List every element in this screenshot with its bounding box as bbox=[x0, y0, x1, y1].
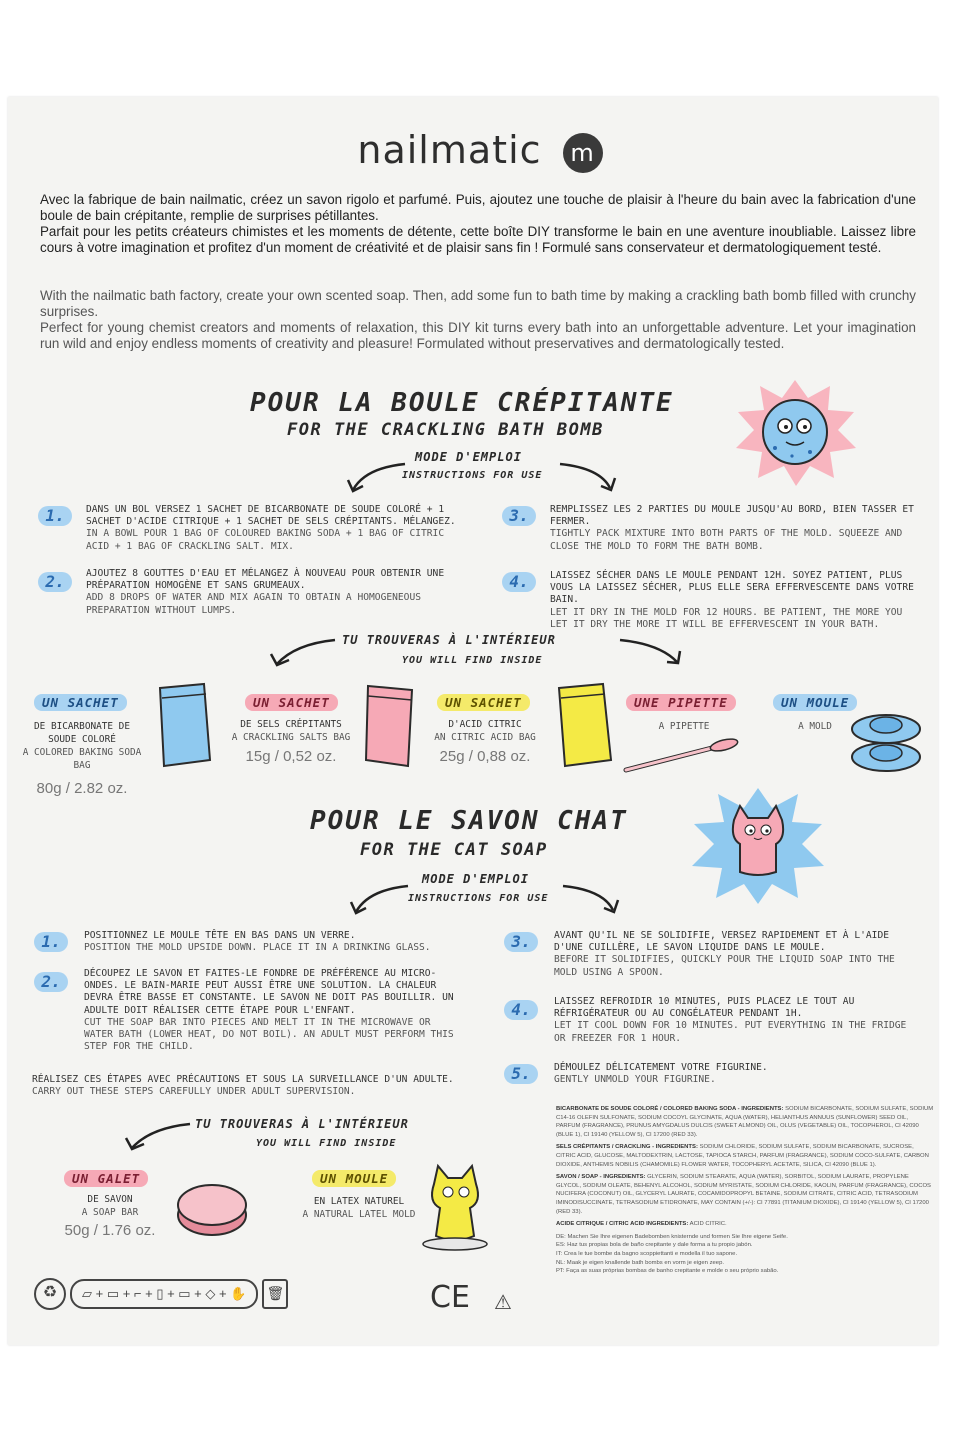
ingredients-baking-soda-text: SODIUM BICARBONATE, SODIUM SULFATE, SODIUM C14-16 OLEFIN SULFONATE, SODIUM COCOYL GLYCINATE, AQUA (WATER), HELIANTHUS ANNUUS (SUNFLOWER) SEED OIL, PARFUM (FRAGRANCE), PRUNUS AMYGDALUS DULCIS (SWEET ALMOND) OIL, OLUS (VEGETABLE) OIL, TOCOPHEROL, CI 42090 (BLUE 1), CI 19140 (YELLOW 5), CI 17200 (RED 33). bbox=[556, 1106, 934, 1138]
translations-block bbox=[556, 1233, 934, 1276]
translation-pt: PT: Faça as suas próprias bombas de banho crepitante e molde o seu próprio sabão. bbox=[556, 1268, 779, 1275]
soap-step-4-fr: LAISSEZ REFROIDIR 10 MINUTES, PUIS PLACEZ LE TOUT AU RÉFRIGÉRATEUR OU AU CONGÉLATEUR PENDANT 1H. bbox=[554, 996, 855, 1020]
footer-symbols bbox=[34, 1278, 288, 1310]
brand-header bbox=[0, 128, 960, 173]
bomb-step-3-en: TIGHTLY PACK MIXTURE INTO BOTH PARTS OF THE MOLD. SQUEEZE AND CLOSE THE MOLD TO FORM THE BATH BOMB. bbox=[550, 528, 903, 552]
bomb-inside-arrows-icon bbox=[265, 630, 690, 672]
soap-step-3-fr: AVANT QU'IL NE SE SOLIDIFIE, VERSEZ RAPIDEMENT ET À L'AIDE D'UNE CUILLÈRE, LE SAVON LIQUIDE DANS LE MOULE. bbox=[554, 930, 890, 954]
item-citric-acid-desc bbox=[420, 718, 550, 744]
soap-mode-fr: MODE D'EMPLOI bbox=[422, 872, 529, 886]
ingredients-crackling-label: SELS CRÉPITANTS / CRACKLING - INGREDIENTS: bbox=[556, 1144, 698, 1151]
translation-es: ES: Haz tus propias bola de baño crepitante y dale forma a tu propio jabón. bbox=[556, 1242, 753, 1249]
item-crackling-salts-en: A CRACKLING SALTS BAG bbox=[231, 732, 351, 743]
soap-mode-en: INSTRUCTIONS FOR USE bbox=[408, 893, 549, 904]
item-citric-acid-en: AN CITRIC ACID BAG bbox=[434, 732, 536, 743]
item-pipette-en: A PIPETTE bbox=[658, 721, 710, 732]
bath-bomb-mold-icon bbox=[846, 705, 926, 780]
ingredients-citric-label: ACIDE CITRIQUE / CITRIC ACID INGREDIENTS: bbox=[556, 1221, 689, 1228]
bomb-step-2-en: ADD 8 DROPS OF WATER AND MIX AGAIN TO OBTAIN A HOMOGENEOUS PREPARATION WITHOUT LUMPS. bbox=[86, 592, 422, 616]
item-crackling-salts-weight: 15g / 0,52 oz. bbox=[245, 748, 337, 765]
item-crackling-salts-fr: DE SELS CRÉPITANTS bbox=[240, 719, 342, 730]
item-citric-acid-fr: D'ACID CITRIC bbox=[448, 719, 522, 730]
ingredients-citric bbox=[556, 1220, 934, 1229]
soap-inside-arrow-icon bbox=[118, 1114, 198, 1158]
soap-inside-en: YOU WILL FIND INSIDE bbox=[256, 1138, 397, 1149]
soap-step-4 bbox=[554, 996, 914, 1045]
bomb-step-1-fr: DANS UN BOL VERSEZ 1 SACHET DE BICARBONATE DE SOUDE COLORÉ + 1 SACHET D'ACIDE CITRIQUE + 1 SACHET DE SELS CRÉPITANTS. MÉLANGEZ. bbox=[86, 504, 456, 528]
soap-step-2 bbox=[84, 968, 464, 1053]
bomb-mode-arrows-icon bbox=[345, 458, 635, 498]
bomb-step-3-fr: REMPLISSEZ LES 2 PARTIES DU MOULE JUSQU'AU BORD, BIEN TASSER ET FERMER. bbox=[550, 504, 914, 528]
pipette-icon bbox=[620, 738, 760, 778]
bomb-title-en: FOR THE CRACKLING BATH BOMB bbox=[287, 420, 604, 440]
intro-en-p2: Perfect for young chemist creators and moments of relaxation, this DIY kit turns every bath into an unforgettable adventure. Let your imagination run wild and enjoy endless moments of creativity and pleasure! Formulated without preservatives and dermatologically tested. bbox=[40, 320, 916, 351]
bomb-step-1-badge: 1. bbox=[38, 506, 72, 526]
bomb-step-4 bbox=[550, 570, 920, 631]
soap-step-1-en: POSITION THE MOLD UPSIDE DOWN. PLACE IT IN A DRINKING GLASS. bbox=[84, 942, 431, 954]
item-mold-en: A MOLD bbox=[798, 721, 832, 732]
intro-french bbox=[40, 192, 916, 256]
item-soap-bar-tag: UN GALET bbox=[64, 1170, 148, 1187]
soap-step-1-badge: 1. bbox=[34, 932, 68, 952]
ce-mark: CE bbox=[430, 1280, 470, 1315]
bomb-mode-en: INSTRUCTIONS FOR USE bbox=[402, 470, 543, 481]
bomb-step-3-badge: 3. bbox=[502, 506, 536, 526]
bomb-step-1-en: IN A BOWL POUR 1 BAG OF COLOURED BAKING SODA + 1 BAG OF CITRIC ACID + 1 BAG OF CRACKLING SALT. MIX. bbox=[86, 528, 445, 552]
bomb-inside-fr: TU TROUVERAS À L'INTÉRIEUR bbox=[342, 633, 556, 647]
item-pipette-tag: UNE PIPETTE bbox=[626, 694, 736, 711]
item-baking-soda-fr: DE BICARBONATE DE SOUDE COLORÉ bbox=[34, 721, 130, 745]
soap-step-4-en: LET IT COOL DOWN FOR 10 MINUTES. PUT EVERYTHING IN THE FRIDGE OR FREEZER FOR 1 HOUR. bbox=[554, 1020, 907, 1044]
soap-warning-fr: RÉALISEZ CES ÉTAPES AVEC PRÉCAUTIONS ET SOUS LA SURVEILLANCE D'UN ADULTE. bbox=[32, 1074, 454, 1085]
recycling-pictogram-icon: ▱ + ▭ + ⌐ + ▯ + ▭ + ◇ + ✋ bbox=[70, 1279, 258, 1309]
soap-step-2-badge: 2. bbox=[34, 972, 68, 992]
soap-step-5 bbox=[554, 1062, 914, 1086]
item-soap-bar-en: A SOAP BAR bbox=[81, 1207, 139, 1218]
bomb-step-2-badge: 2. bbox=[38, 572, 72, 592]
item-baking-soda-tag: UN SACHET bbox=[34, 694, 127, 711]
ingredients-baking-soda-label: BICARBONATE DE SOUDE COLORÉ / COLORED BAKING SODA - INGREDIENTS: bbox=[556, 1106, 784, 1112]
soap-inside-fr: TU TROUVERAS À L'INTÉRIEUR bbox=[195, 1117, 409, 1131]
item-crackling-salts-desc bbox=[226, 718, 356, 744]
soap-step-5-badge: 5. bbox=[504, 1064, 538, 1084]
soap-step-1-fr: POSITIONNEZ LE MOULE TÊTE EN BAS DANS UN VERRE. bbox=[84, 930, 356, 941]
item-soap-bar-desc bbox=[50, 1193, 170, 1219]
pink-bag-icon bbox=[362, 680, 424, 770]
soap-bar-icon bbox=[172, 1175, 252, 1240]
bomb-step-2 bbox=[86, 568, 466, 617]
soap-step-2-en: CUT THE SOAP BAR INTO PIECES AND MELT IT IN THE MICROWAVE OR WATER BATH (LOWER HEAT, DO NOT BOIL). AN ADULT MUST PERFORM THIS STEP FOR THE CHILD. bbox=[84, 1016, 454, 1053]
item-latex-mold-fr: EN LATEX NATUREL bbox=[313, 1196, 405, 1207]
ingredients-crackling bbox=[556, 1143, 934, 1169]
bomb-mode-fr: MODE D'EMPLOI bbox=[415, 450, 522, 464]
bomb-step-4-en: LET IT DRY IN THE MOLD FOR 12 HOURS. BE PATIENT, THE MORE YOU LET IT DRY THE MORE IT WILL BE EFFERVESCENT IN YOUR BATH. bbox=[550, 606, 903, 630]
bomb-title-fr: POUR LA BOULE CRÉPITANTE bbox=[250, 388, 674, 418]
cat-mold-icon bbox=[420, 1160, 490, 1254]
translation-it: IT: Crea le tue bombe da bagno scoppiettanti e modella il tuo sapone. bbox=[556, 1250, 738, 1257]
item-baking-soda-desc bbox=[20, 720, 144, 772]
bomb-step-3 bbox=[550, 504, 920, 553]
item-latex-mold-en: A NATURAL LATEL MOLD bbox=[302, 1209, 416, 1220]
soap-warning-en: CARRY OUT THESE STEPS CAREFULLY UNDER ADULT SUPERVISION. bbox=[32, 1086, 356, 1098]
ingredients-block bbox=[556, 1105, 934, 1276]
bomb-step-1 bbox=[86, 504, 466, 553]
ingredients-soap bbox=[556, 1173, 934, 1216]
item-pipette-desc bbox=[626, 720, 742, 733]
intro-fr-p2: Parfait pour les petits créateurs chimistes et les moments de détente, cette boîte DIY transforme le bain en une aventure inoubliable. Laissez libre cours à votre imagination et profitez d'un moment de créativité et de plaisir sans fin ! Formulé sans conservateur et dermatologiquement testé. bbox=[40, 224, 916, 255]
bomb-step-2-fr: AJOUTEZ 8 GOUTTES D'EAU ET MÉLANGEZ À NOUVEAU POUR OBTENIR UNE PRÉPARATION HOMOGÈNE ET SANS GRUMEAUX. bbox=[86, 568, 445, 592]
soap-step-5-en: GENTLY UNMOLD YOUR FIGURINE. bbox=[554, 1074, 716, 1086]
soap-step-3 bbox=[554, 930, 914, 979]
ingredients-baking-soda bbox=[556, 1105, 934, 1139]
item-latex-mold-tag: UN MOULE bbox=[312, 1170, 396, 1187]
bomb-step-4-badge: 4. bbox=[502, 572, 536, 592]
item-citric-acid-weight: 25g / 0,88 oz. bbox=[439, 748, 531, 765]
yellow-bag-icon bbox=[553, 680, 617, 770]
item-latex-mold-desc bbox=[296, 1195, 422, 1221]
item-mold-tag: UN MOULE bbox=[773, 694, 857, 711]
ingredients-citric-text: ACID CITRIC. bbox=[689, 1221, 727, 1228]
soap-title-en: FOR THE CAT SOAP bbox=[360, 840, 548, 860]
soap-step-2-fr: DÉCOUPEZ LE SAVON ET FAITES-LE FONDRE DE PRÉFÉRENCE AU MICRO-ONDES. LE BAIN-MARIE PEUT AUSSI ÊTRE UNE SOLUTION. LA CHALEUR DEVRA ÊTRE BASSE ET CONSTANTE. LE SAVON NE DOIT PAS BOUILLIR. UN ADULTE DOIT RÉALISER CETTE ÉTAPE POUR L'ENFANT. bbox=[84, 968, 454, 1016]
soap-step-1 bbox=[84, 930, 464, 954]
item-crackling-salts-tag: UN SACHET bbox=[245, 694, 338, 711]
bomb-step-4-fr: LAISSEZ SÉCHER DANS LE MOULE PENDANT 12H. SOYEZ PATIENT, PLUS VOUS LA LAISSEZ SÉCHER, PLUS ELLE SERA EFFERVESCENTE DANS VOTRE BAIN. bbox=[550, 570, 914, 606]
soap-step-5-fr: DÉMOULEZ DÉLICATEMENT VOTRE FIGURINE. bbox=[554, 1062, 768, 1073]
brand-name: nailmatic bbox=[357, 128, 542, 172]
item-soap-bar-weight: 50g / 1.76 oz. bbox=[64, 1222, 156, 1239]
ingredients-crackling-text: SODIUM CHLORIDE, SODIUM SULFATE, SODIUM BICARBONATE, SUCROSE, CITRIC ACID, GLUCOSE, MALTODEXTRIN, LACTOSE, TAPIOCA STARCH, PARFUM (FRAGRANCE), SODIUM COCO-SULFATE, CARBON DIOXIDE, ANTHEMIS NOBILIS (CHAMOMILE) FLOWER WATER, TOCOPHERYL ACETATE, SILICA, CI 42090 (BLUE 1). bbox=[556, 1144, 929, 1168]
soap-step-3-en: BEFORE IT SOLIDIFIES, QUICKLY POUR THE LIQUID SOAP INTO THE MOLD USING A SPOON. bbox=[554, 954, 895, 978]
choking-hazard-icon: ⚠ bbox=[494, 1292, 512, 1314]
intro-english bbox=[40, 288, 916, 352]
soap-mode-arrows-icon bbox=[348, 880, 638, 920]
trash-bin-icon: 🗑 bbox=[262, 1279, 288, 1309]
soap-warning bbox=[32, 1074, 472, 1098]
ingredients-soap-text: GLYCERIN, SODIUM STEARATE, AQUA (WATER), SORBITOL, SODIUM LAURATE, PROPYLENE GLYCOL, SODIUM OLEATE, BEHENYL ALCOHOL, SODIUM MYRISTATE, SODIUM CHLORIDE, KAOLIN, PARFUM (FRAGRANCE), COCOS NUCIFERA (COCONUT) OIL, GLYCERYL LAURATE, COCAMIDOPROPYL BETAINE, SODIUM CITRATE, CITRIC ACID, TETRASODIUM IMINODISUCCINATE, TETRASODIUM ETIDRONATE, MAY CONTAIN (+/-): CI 77891 (TITANIUM DIOXIDE), CI 19140 (YELLOW 5), CI 17200 (RED 33). bbox=[556, 1174, 931, 1215]
soap-title-fr: POUR LE SAVON CHAT bbox=[310, 806, 628, 836]
intro-en-p1: With the nailmatic bath factory, create your own scented soap. Then, add some fun to bath time by making a crackling bath bomb filled with crunchy surprises. bbox=[40, 288, 916, 319]
brand-logo-icon: m bbox=[563, 133, 603, 173]
cat-soap-mascot-icon bbox=[688, 786, 828, 906]
translation-de: DE: Machen Sie Ihre eigenen Badebomben knisternde und formen Sie Ihre eigene Seife. bbox=[556, 1233, 788, 1240]
recycle-person-icon: ♻ bbox=[34, 1278, 66, 1310]
item-soap-bar-fr: DE SAVON bbox=[87, 1194, 133, 1205]
translation-nl: NL: Maak je eigen knallende bath bombs en vorm je eigen zeep. bbox=[556, 1259, 724, 1266]
item-citric-acid-tag: UN SACHET bbox=[437, 694, 530, 711]
bomb-inside-en: YOU WILL FIND INSIDE bbox=[402, 655, 543, 666]
bath-bomb-mascot-icon bbox=[730, 378, 860, 488]
blue-bag-icon bbox=[152, 680, 216, 770]
ingredients-soap-label: SAVON / SOAP - INGREDIENTS: bbox=[556, 1174, 646, 1181]
item-baking-soda-en: A COLORED BAKING SODA BAG bbox=[22, 747, 142, 771]
soap-step-4-badge: 4. bbox=[504, 1000, 538, 1020]
item-baking-soda-weight: 80g / 2.82 oz. bbox=[36, 780, 128, 797]
intro-fr-p1: Avec la fabrique de bain nailmatic, créez un savon rigolo et parfumé. Puis, ajoutez une touche de plaisir à l'heure du bain avec la fabrication d'une boule de bain crépitante, remplie de surprises pétillantes. bbox=[40, 192, 916, 223]
soap-step-3-badge: 3. bbox=[504, 932, 538, 952]
